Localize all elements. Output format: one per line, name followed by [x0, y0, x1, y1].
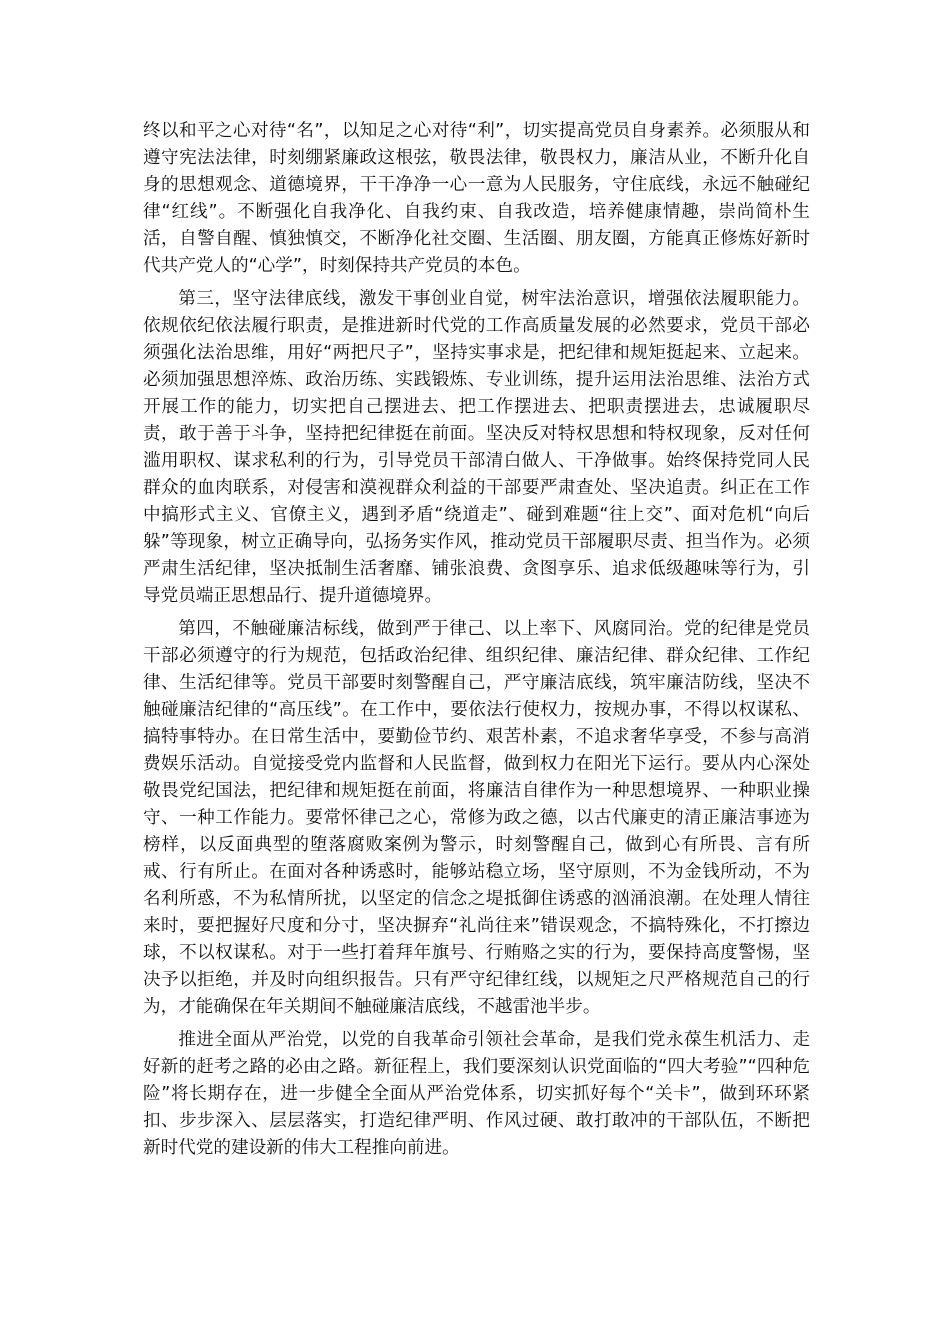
paragraph-3: 第四，不触碰廉洁标线，做到严于律己、以上率下、风腐同治。党的纪律是党员干部必须遵守的行为规范，包括政治纪律、组织纪律、廉洁纪律、群众纪律、工作纪律、生活纪律等。党员干部要时刻警醒自己，严守廉洁底线，筑牢廉洁防线，坚决不触碰廉洁纪律的“高压线”。在工作中，要依法行使权力，按规办事，不得以权谋私、搞特事特办。在日常生活中，要勤俭节约、艰苦朴素，不追求奢华享受，不参与高消费娱乐活动。自觉接受党内监督和人民监督，做到权力在阳光下运行。要从内心深处敬畏党纪国法，把纪律和规矩挺在前面，将廉洁自律作为一种思想境界、一种职业操守、一种工作能力。要常怀律己之心，常修为政之德，以古代廉吏的清正廉洁事迹为榜样，以反面典型的堕落腐败案例为警示，时刻警醒自己，做到心有所畏、言有所戒、行有所止。在面对各种诱惑时，能够站稳立场，坚守原则，不为金钱所动，不为名利所惑，不为私情所扰，以坚定的信念之堤抵御住诱惑的汹涌浪潮。在处理人情往来时，要把握好尺度和分寸，坚决摒弃“礼尚往来”错误观念，不搞特殊化，不打擦边球，不以权谋私。对于一些打着拜年旗号、行贿赂之实的行为，要保持高度警惕，坚决予以拒绝，并及时向组织报告。只有严守纪律红线，以规矩之尺严格规范自己的行为，才能确保在年关期间不触碰廉洁底线，不越雷池半步。 [143, 619, 810, 1017]
paragraph-2: 第三，坚守法律底线，激发干事创业自觉，树牢法治意识，增强依法履职能力。依规依纪依法履行职责，是推进新时代党的工作高质量发展的必然要求，党员干部必须强化法治思维，用好“两把尺子”，坚持实事求是，把纪律和规矩挺起来、立起来。必须加强思想淬炼、政治历练、实践锻炼、专业训练，提升运用法治思维、法治方式开展工作的能力，切实把自己摆进去、把工作摆进去、把职责摆进去，忠诚履职尽责，敢于善于斗争，坚持把纪律挺在前面。坚决反对特权思想和特权现象，反对任何滥用职权、谋求私利的行为，引导党员干部清白做人、干净做事。始终保持党同人民群众的血肉联系，对侵害和漠视群众利益的干部要严肃查处、坚决追责。纠正在工作中搞形式主义、官僚主义，遇到矛盾“绕道走”、碰到难题“往上交”、面对危机“向后躲”等现象，树立正确导向，弘扬务实作风，推动党员干部履职尽责、担当作为。必须严肃生活纪律，坚决抵制生活奢靡、铺张浪费、贪图享乐、追求低级趣味等行为，引导党员端正思想品行、提升道德境界。 [143, 289, 810, 606]
document-page [143, 118, 810, 1168]
paragraph-1: 终以和平之心对待“名”，以知足之心对待“利”，切实提高党员自身素养。必须服从和遵守宪法法律，时刻绷紧廉政这根弦，敬畏法律，敬畏权力，廉洁从业，不断升化自身的思想观念、道德境界，干干净净一心一意为人民服务，守住底线，永远不触碰纪律“红线”。不断强化自我净化、自我约束、自我改造，培养健康情趣，崇尚简朴生活，自警自醒、慎独慎交，不断净化社交圈、生活圈、朋友圈，方能真正修炼好新时代共产党人的“心学”，时刻保持共产党员的本色。 [143, 121, 810, 276]
paragraph-4: 推进全面从严治党，以党的自我革命引领社会革命，是我们党永葆生机活力、走好新的赶考之路的必由之路。新征程上，我们要深刻认识党面临的“四大考验”“四种危险”将长期存在，进一步健全全面从严治党体系，切实抓好每个“关卡”，做到环环紧扣、步步深入、层层落实，打造纪律严明、作风过硬、敢打敢冲的干部队伍，不断把新时代党的建设新的伟大工程推向前进。 [143, 1030, 810, 1158]
